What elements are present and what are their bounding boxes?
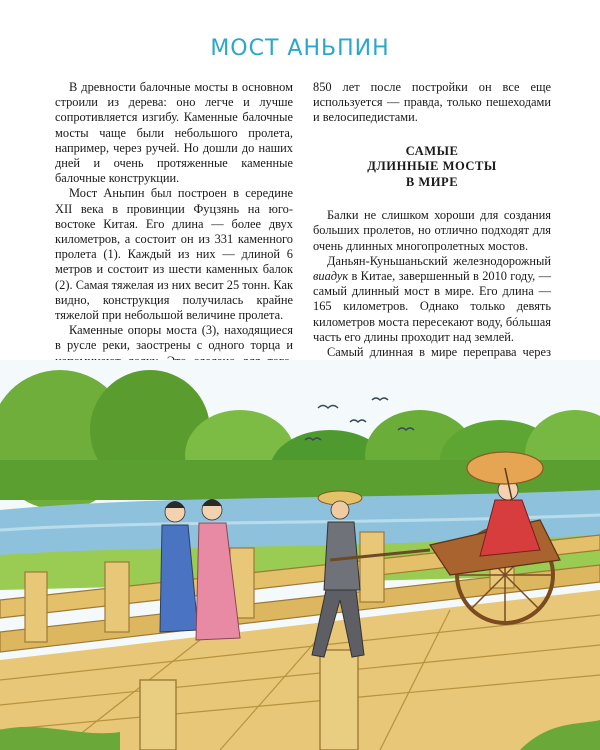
paragraph-anping-bridge: Мост Аньпин был построен в середине XII века в провинции Фуцзянь на юго-востоке Китая. Его длина — более двух километров, а состоит он из 331 каменного пролета (1). Каждый из них — длиной 6 метров и состоит из шести каменных балок (2). Самая тяжелая из них весит 25 тонн. Как видно, конструкция получилась крайне тяжелой при небольшой величине пролета.	[55, 186, 293, 323]
page-title: МОСТ АНЬПИН	[210, 36, 390, 61]
bridge-post	[320, 650, 358, 750]
subheading-line: САМЫЕ	[405, 143, 459, 158]
paragraph-history: В древности балочные мосты в основном строили из дерева: оно легче и лучше сопротивляется изгибу. Каменные балочные мосты чаще были небольшого пролета, например, через ручей. Но дошли до наших дней и очень протяженные каменные балочные конструкции.	[55, 80, 293, 186]
right-text-column	[313, 80, 551, 406]
bridge-illustration	[0, 360, 600, 750]
paragraph-continuation: 850 лет после постройки он все еще используется — правда, только пешеходами и велосипедистами.	[313, 80, 551, 125]
subheading-line: ДЛИННЫЕ МОСТЫ	[367, 159, 497, 174]
paragraph-beams: Балки не слишком хороши для создания больших пролетов, но отлично подходят для очень длинных многопролетных мостов.	[313, 208, 551, 253]
paragraph-stone-piers: Каменные опоры моста (3), находящиеся в русле реки, заострены с одного торца и	[55, 323, 293, 353]
bridge-post	[140, 680, 176, 750]
subheading-line: В МИРЕ	[405, 174, 459, 189]
italic-term: виадук	[313, 268, 349, 283]
paragraph-danyang-kunshan: Даньян-Куньшаньский железнодорожный виадук в Китае, завершенный в 2010 году, — самый длинный мост в мире. Его длина — 165 километров. Однако только девять километров моста пересекают воду, бóльшая часть его длины проходит над землей.	[313, 253, 551, 344]
paragraph-pontchartrain: Самый длинная в мире переправа через	[327, 344, 551, 359]
subheading-longest-bridges	[313, 144, 551, 191]
illustration-svg	[0, 360, 600, 750]
